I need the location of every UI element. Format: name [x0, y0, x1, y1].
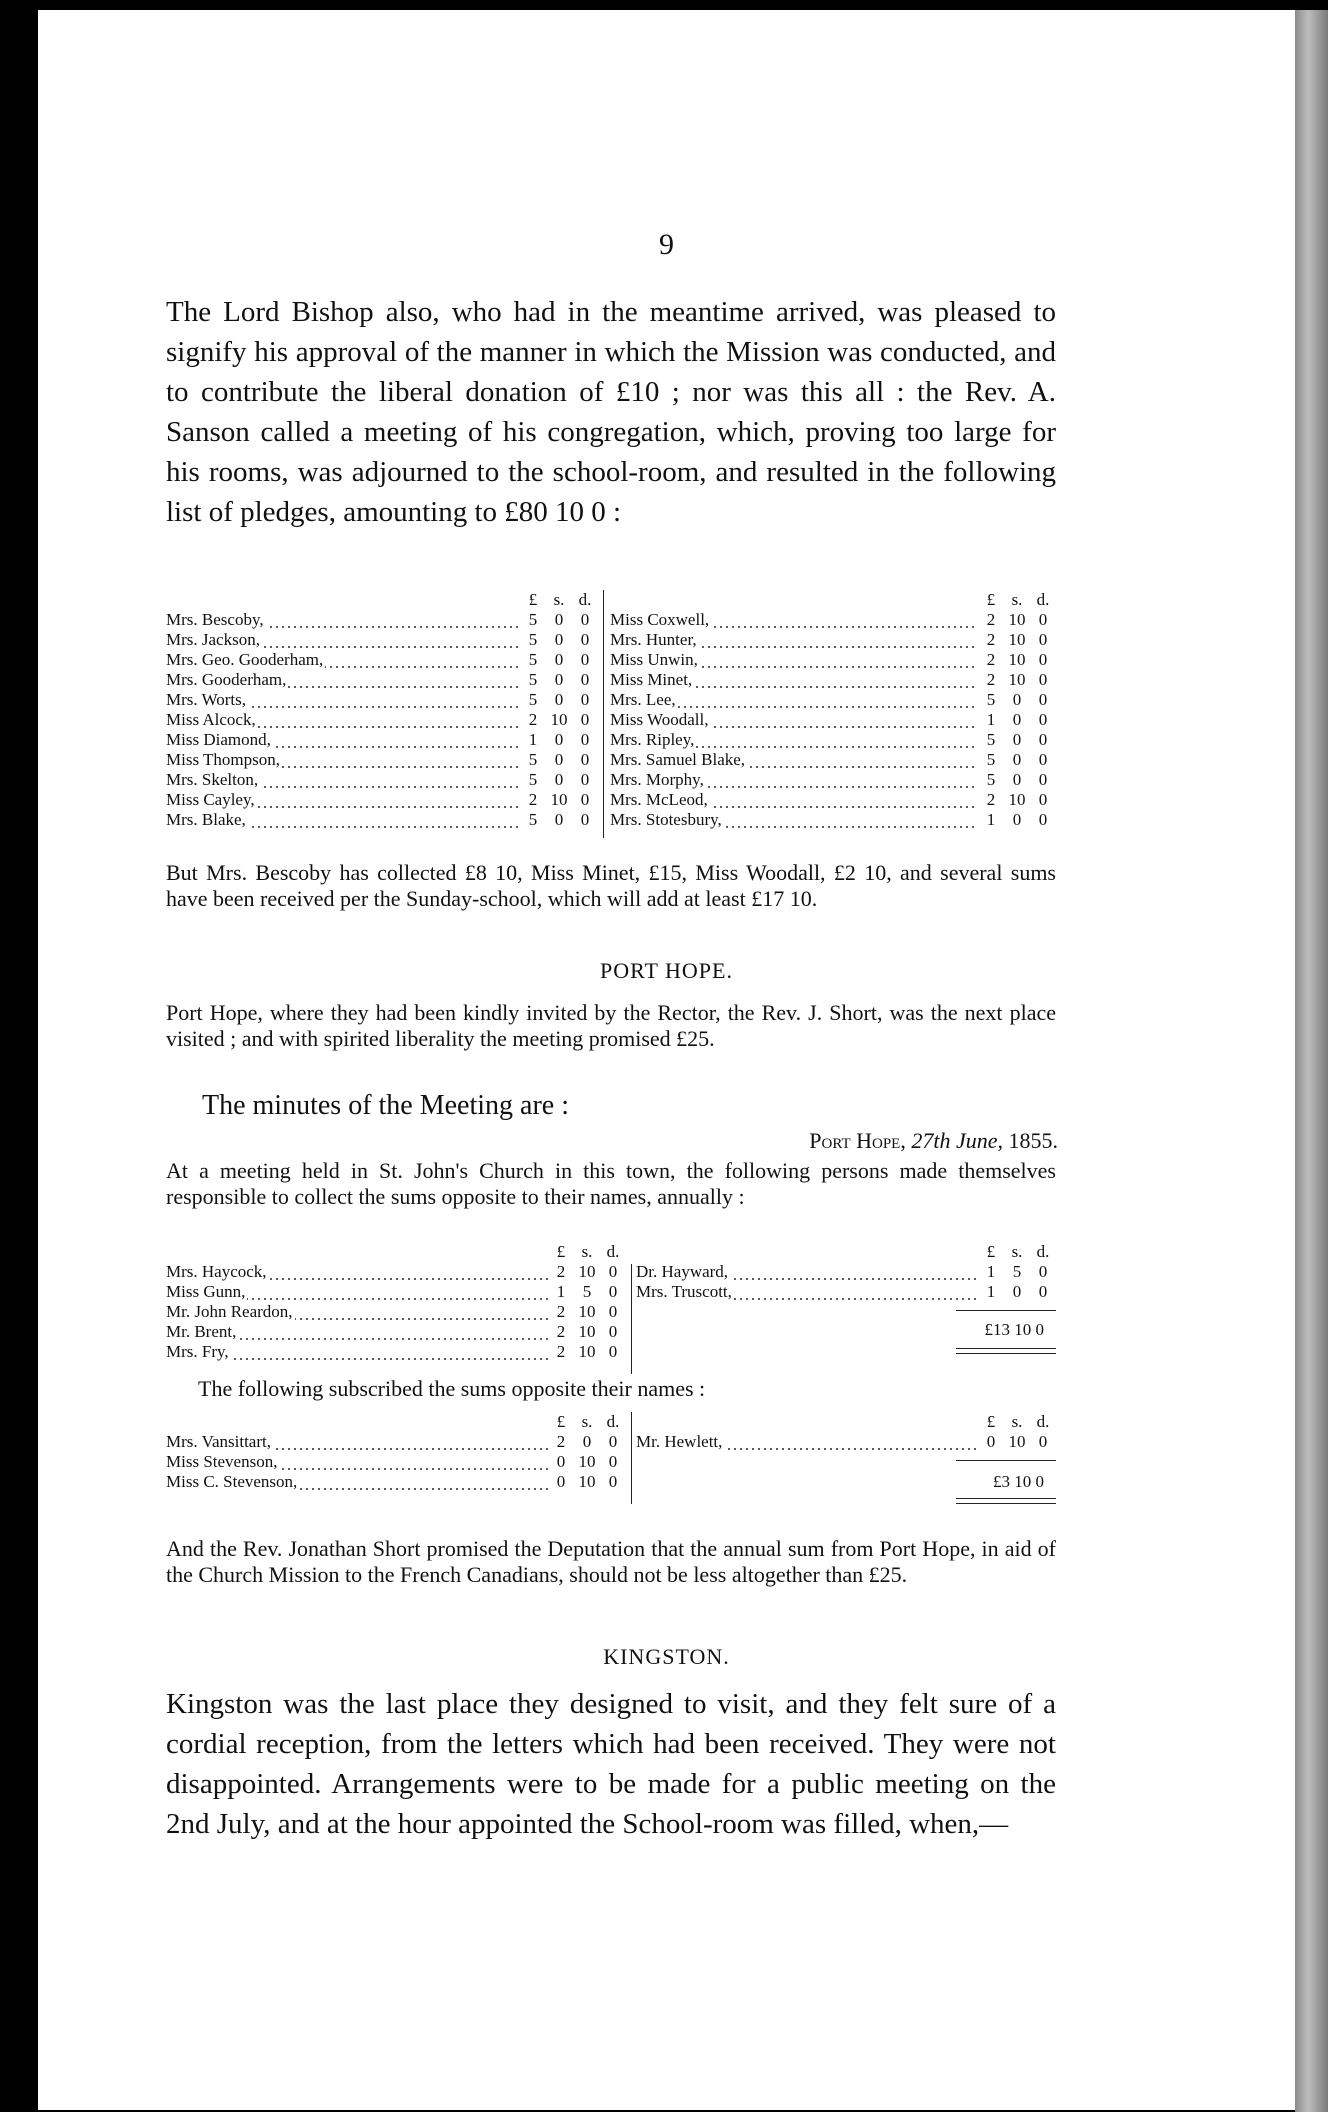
pence-value: 0 [608, 1342, 618, 1361]
shillings-value: 0 [1012, 750, 1022, 769]
pence-value: 0 [580, 810, 590, 829]
dateline-date: 27th June, [911, 1128, 1003, 1153]
ledger-row [166, 1452, 626, 1472]
pence-value: 0 [608, 1452, 618, 1471]
kingston-paragraph: Kingston was the last place they designed to visit, and they felt sure of a cordial reception, from the letters which had been received. They were not disappointed. Arrangements were to be made for a public meeting on the 2nd July, and at the hour appointed the School-room was filled, when,— [166, 1688, 1056, 1840]
shillings-value: 5 [582, 1282, 592, 1301]
collectors-total: £13 10 0 [984, 1320, 1044, 1339]
donor-name-text: Mrs. Ripley, [610, 730, 695, 749]
header-spacer [636, 1242, 978, 1262]
pounds-value: 2 [556, 1322, 566, 1341]
donor-name-text: Mrs. Vansittart, [166, 1432, 271, 1451]
pounds-value: 5 [986, 730, 996, 749]
pence-value: 0 [580, 750, 590, 769]
pounds-value: 5 [528, 810, 538, 829]
ledger-row [166, 810, 598, 830]
pence-header: d. [606, 1242, 620, 1261]
column-header-row [610, 590, 1056, 610]
donor-name [166, 670, 520, 690]
shillings-header: s. [581, 1412, 593, 1431]
pence-value: 0 [580, 790, 590, 809]
pence-value: 0 [1038, 610, 1048, 629]
ledger-row [166, 1262, 626, 1282]
pounds-value: 5 [528, 690, 538, 709]
shillings-value: 0 [554, 810, 564, 829]
pence-header: d. [1036, 1242, 1050, 1261]
ledger-row [166, 1302, 626, 1322]
column-divider [631, 1264, 632, 1374]
pounds-value: 1 [986, 810, 996, 829]
donor-name-text: Miss Thompson, [166, 750, 280, 769]
shillings-value: 10 [578, 1302, 596, 1321]
column-divider [603, 590, 604, 838]
subscribers-total: £3 10 0 [993, 1472, 1044, 1491]
donor-name-text: Mr. Hewlett, [636, 1432, 723, 1451]
total-rule [956, 1310, 1056, 1311]
donor-name-text: Miss C. Stevenson, [166, 1472, 298, 1491]
donor-name-text: Mrs. Haycock, [166, 1262, 267, 1281]
ledger-row [636, 1262, 1056, 1282]
pounds-header: £ [528, 590, 538, 609]
ledger-row [166, 750, 598, 770]
donor-name [166, 1322, 548, 1342]
pounds-value: 5 [528, 770, 538, 789]
ledger-row [166, 1282, 626, 1302]
pounds-header: £ [986, 1242, 996, 1261]
pounds-value: 5 [986, 750, 996, 769]
donor-name [166, 790, 520, 810]
pence-value: 0 [580, 650, 590, 669]
shillings-value: 10 [578, 1452, 596, 1471]
pounds-value: 2 [986, 610, 996, 629]
donor-name-text: Mrs. Geo. Gooderham, [166, 650, 324, 669]
donor-name [610, 790, 978, 810]
pounds-value: 1 [528, 730, 538, 749]
ledger-row [610, 690, 1056, 710]
donor-name [636, 1282, 978, 1302]
donor-name-text: Miss Coxwell, [610, 610, 710, 629]
donor-name-text: Miss Gunn, [166, 1282, 246, 1301]
donor-name [166, 650, 520, 670]
pence-value: 0 [1038, 790, 1048, 809]
shillings-value: 0 [1012, 770, 1022, 789]
pounds-value: 2 [528, 710, 538, 729]
shillings-value: 0 [554, 630, 564, 649]
pounds-header: £ [556, 1242, 566, 1261]
donor-name-text: Mrs. Fry, [166, 1342, 229, 1361]
donor-name-text: Mrs. Jackson, [166, 630, 260, 649]
donor-name [166, 1302, 548, 1322]
ledger-row [166, 650, 598, 670]
shillings-value: 0 [554, 770, 564, 789]
shillings-value: 0 [554, 670, 564, 689]
subscribers-table-left [166, 1412, 626, 1492]
donor-name [166, 630, 520, 650]
donor-name [610, 690, 978, 710]
ledger-row [610, 630, 1056, 650]
shillings-value: 0 [554, 730, 564, 749]
pounds-value: 2 [556, 1432, 566, 1451]
donor-name [166, 1432, 548, 1452]
pounds-value: 2 [986, 630, 996, 649]
pounds-header: £ [556, 1412, 566, 1431]
ledger-row [610, 710, 1056, 730]
donor-name-text: Miss Diamond, [166, 730, 271, 749]
donor-name-text: Mr. Brent, [166, 1322, 237, 1341]
total-double-rule [956, 1498, 1056, 1504]
pounds-value: 5 [986, 690, 996, 709]
collected-note: But Mrs. Bescoby has collected £8 10, Miss Minet, £15, Miss Woodall, £2 10, and several sums have been received per the Sunday-school, which will add at least £17 10. [166, 860, 1056, 911]
shillings-header: s. [1011, 1412, 1023, 1431]
pounds-value: 2 [986, 790, 996, 809]
donor-name [166, 730, 520, 750]
ledger-row [610, 750, 1056, 770]
pounds-value: 2 [556, 1262, 566, 1281]
donor-name [166, 750, 520, 770]
pounds-value: 5 [528, 630, 538, 649]
donor-name-text: Miss Stevenson, [166, 1452, 278, 1471]
ledger-row [166, 1342, 626, 1362]
donor-name-text: Mrs. Bescoby, [166, 610, 264, 629]
shillings-value: 0 [554, 610, 564, 629]
pence-value: 0 [580, 630, 590, 649]
pounds-value: 2 [986, 650, 996, 669]
pence-value: 0 [608, 1322, 618, 1341]
pence-value: 0 [608, 1282, 618, 1301]
column-header-row [166, 1412, 626, 1432]
donor-name [166, 1262, 548, 1282]
donor-name-text: Miss Unwin, [610, 650, 698, 669]
shillings-value: 0 [1012, 690, 1022, 709]
pence-value: 0 [608, 1432, 618, 1451]
pence-value: 0 [1038, 810, 1048, 829]
pledge-table-right [610, 590, 1056, 830]
shillings-header: s. [553, 590, 565, 609]
page [38, 10, 1295, 2110]
donor-name-text: Mrs. Stotesbury, [610, 810, 722, 829]
shillings-value: 10 [578, 1342, 596, 1361]
shillings-value: 5 [1012, 1262, 1022, 1281]
pounds-value: 1 [986, 1282, 996, 1301]
column-divider [631, 1412, 632, 1504]
pounds-value: 5 [528, 750, 538, 769]
shillings-value: 10 [578, 1472, 596, 1491]
donor-name-text: Miss Alcock, [166, 710, 256, 729]
donor-name [166, 690, 520, 710]
donor-name-text: Mrs. Skelton, [166, 770, 259, 789]
ledger-row [636, 1432, 1056, 1452]
pence-value: 0 [1038, 630, 1048, 649]
total-double-rule [956, 1348, 1056, 1354]
ledger-row [166, 1432, 626, 1452]
shillings-value: 10 [1008, 1432, 1026, 1451]
ledger-row [610, 610, 1056, 630]
donor-name [610, 730, 978, 750]
pledge-table-left [166, 590, 598, 830]
short-paragraph: And the Rev. Jonathan Short promised the Deputation that the annual sum from Port Hope, in aid of the Church Mission to the French Canadians, should not be less altogether than £25. [166, 1536, 1056, 1587]
pounds-header: £ [986, 1412, 996, 1431]
donor-name-text: Mr. John Reardon, [166, 1302, 293, 1321]
donor-name [610, 810, 978, 830]
pence-value: 0 [1038, 730, 1048, 749]
pounds-header: £ [986, 590, 996, 609]
shillings-value: 0 [1012, 730, 1022, 749]
pence-header: d. [606, 1412, 620, 1431]
donor-name [610, 630, 978, 650]
donor-name [610, 650, 978, 670]
column-header-row [636, 1412, 1056, 1432]
donor-name [610, 770, 978, 790]
ledger-row [166, 770, 598, 790]
donor-name [166, 1282, 548, 1302]
shillings-header: s. [1011, 590, 1023, 609]
donor-name [166, 770, 520, 790]
shillings-value: 0 [582, 1432, 592, 1451]
donor-name [166, 1472, 548, 1492]
donor-name [610, 750, 978, 770]
subscribers-table-right [636, 1412, 1056, 1452]
shillings-value: 10 [1008, 790, 1026, 809]
pence-value: 0 [1038, 670, 1048, 689]
donor-name-text: Mrs. Worts, [166, 690, 247, 709]
donor-name [166, 1452, 548, 1472]
pence-value: 0 [580, 770, 590, 789]
ledger-row [610, 790, 1056, 810]
pence-value: 0 [1038, 770, 1048, 789]
shillings-value: 10 [550, 710, 568, 729]
shillings-header: s. [1011, 1242, 1023, 1261]
dateline-year: 1855. [1008, 1128, 1058, 1153]
minutes-line: The minutes of the Meeting are : [202, 1090, 569, 1121]
port-hope-heading: PORT HOPE. [600, 958, 733, 983]
ledger-row [166, 610, 598, 630]
ledger-row [610, 670, 1056, 690]
pence-value: 0 [1038, 690, 1048, 709]
column-header-row [166, 590, 598, 610]
donor-name [636, 1432, 978, 1452]
donor-name [610, 610, 978, 630]
ledger-row [636, 1282, 1056, 1302]
pence-value: 0 [580, 730, 590, 749]
pence-value: 0 [1038, 750, 1048, 769]
header-spacer [636, 1412, 978, 1432]
donor-name-text: Mrs. Samuel Blake, [610, 750, 746, 769]
ledger-row [166, 710, 598, 730]
pounds-value: 1 [556, 1282, 566, 1301]
pence-header: d. [578, 590, 592, 609]
ledger-row [166, 790, 598, 810]
donor-name [636, 1262, 978, 1282]
column-header-row [636, 1242, 1056, 1262]
donor-name [610, 710, 978, 730]
donor-name [610, 670, 978, 690]
donor-name-text: Mrs. Lee, [610, 690, 676, 709]
book-edge [1295, 10, 1328, 2112]
donor-name-text: Mrs. Blake, [166, 810, 246, 829]
donor-name-text: Mrs. Truscott, [636, 1282, 732, 1301]
collectors-table-left [166, 1242, 626, 1362]
shillings-value: 0 [1012, 810, 1022, 829]
donor-name [166, 810, 520, 830]
ledger-row [166, 1472, 626, 1492]
pounds-value: 2 [528, 790, 538, 809]
header-spacer [166, 1242, 548, 1262]
header-spacer [610, 590, 978, 610]
pence-value: 0 [608, 1472, 618, 1491]
pounds-value: 1 [986, 710, 996, 729]
donor-name [166, 710, 520, 730]
pence-header: d. [1036, 590, 1050, 609]
column-header-row [166, 1242, 626, 1262]
ledger-row [166, 630, 598, 650]
pence-value: 0 [608, 1262, 618, 1281]
donor-name [166, 1342, 548, 1362]
shillings-value: 0 [554, 750, 564, 769]
page-number: 9 [659, 228, 674, 261]
ledger-row [166, 670, 598, 690]
pence-value: 0 [580, 670, 590, 689]
pence-value: 0 [1038, 1282, 1048, 1301]
pence-value: 0 [608, 1302, 618, 1321]
pounds-value: 5 [528, 670, 538, 689]
pence-value: 0 [1038, 1432, 1048, 1451]
meeting-paragraph: At a meeting held in St. John's Church in this town, the following persons made themselves responsible to collect the sums opposite to their names, annually : [166, 1158, 1056, 1209]
dateline-place: Port Hope, [809, 1128, 906, 1153]
donor-name-text: Mrs. Morphy, [610, 770, 704, 789]
dateline [728, 1128, 1058, 1154]
shillings-value: 10 [1008, 630, 1026, 649]
pounds-value: 0 [986, 1432, 996, 1451]
shillings-value: 10 [1008, 610, 1026, 629]
shillings-value: 10 [578, 1322, 596, 1341]
donor-name-text: Miss Minet, [610, 670, 693, 689]
pounds-value: 5 [986, 770, 996, 789]
pounds-value: 5 [528, 650, 538, 669]
pence-value: 0 [1038, 1262, 1048, 1281]
pounds-value: 0 [556, 1472, 566, 1491]
shillings-value: 0 [554, 690, 564, 709]
ledger-row [610, 730, 1056, 750]
pence-value: 0 [580, 690, 590, 709]
pounds-value: 5 [528, 610, 538, 629]
kingston-heading: KINGSTON. [603, 1644, 730, 1669]
shillings-value: 0 [1012, 710, 1022, 729]
donor-name-text: Miss Cayley, [166, 790, 255, 809]
collectors-table-right [636, 1242, 1056, 1302]
ledger-row [166, 730, 598, 750]
header-spacer [166, 1412, 548, 1432]
header-spacer [166, 590, 520, 610]
pence-value: 0 [1038, 710, 1048, 729]
donor-name [166, 610, 520, 630]
pence-value: 0 [1038, 650, 1048, 669]
pounds-value: 2 [986, 670, 996, 689]
donor-name-text: Miss Woodall, [610, 710, 709, 729]
pence-header: d. [1036, 1412, 1050, 1431]
donor-name-text: Mrs. Hunter, [610, 630, 697, 649]
pounds-value: 2 [556, 1302, 566, 1321]
shillings-value: 10 [1008, 650, 1026, 669]
shillings-value: 10 [578, 1262, 596, 1281]
shillings-value: 0 [554, 650, 564, 669]
shillings-header: s. [581, 1242, 593, 1261]
pence-value: 0 [580, 610, 590, 629]
subscribed-line: The following subscribed the sums opposite their names : [198, 1376, 706, 1401]
donor-name-text: Mrs. Gooderham, [166, 670, 287, 689]
pounds-value: 2 [556, 1342, 566, 1361]
ledger-row [166, 1322, 626, 1342]
pounds-value: 1 [986, 1262, 996, 1281]
total-rule [956, 1460, 1056, 1461]
ledger-row [610, 810, 1056, 830]
donor-name-text: Dr. Hayward, [636, 1262, 729, 1281]
ledger-row [610, 650, 1056, 670]
pounds-value: 0 [556, 1452, 566, 1471]
ledger-row [166, 690, 598, 710]
donor-name-text: Mrs. McLeod, [610, 790, 708, 809]
ledger-row [610, 770, 1056, 790]
port-hope-paragraph: Port Hope, where they had been kindly invited by the Rector, the Rev. J. Short, was the next place visited ; and with spirited liberality the meeting promised £25. [166, 1000, 1056, 1051]
intro-paragraph: The Lord Bishop also, who had in the meantime arrived, was pleased to signify his approval of the manner in which the Mission was conducted, and to contribute the liberal donation of £10 ; nor was this all : the Rev. A. Sanson called a meeting of his congregation, which, proving too large for his rooms, was adjourned to the school-room, and resulted in the following list of pledges, amounting to £80 10 0 : [166, 296, 1056, 528]
shillings-value: 10 [1008, 670, 1026, 689]
shillings-value: 0 [1012, 1282, 1022, 1301]
shillings-value: 10 [550, 790, 568, 809]
pence-value: 0 [580, 710, 590, 729]
